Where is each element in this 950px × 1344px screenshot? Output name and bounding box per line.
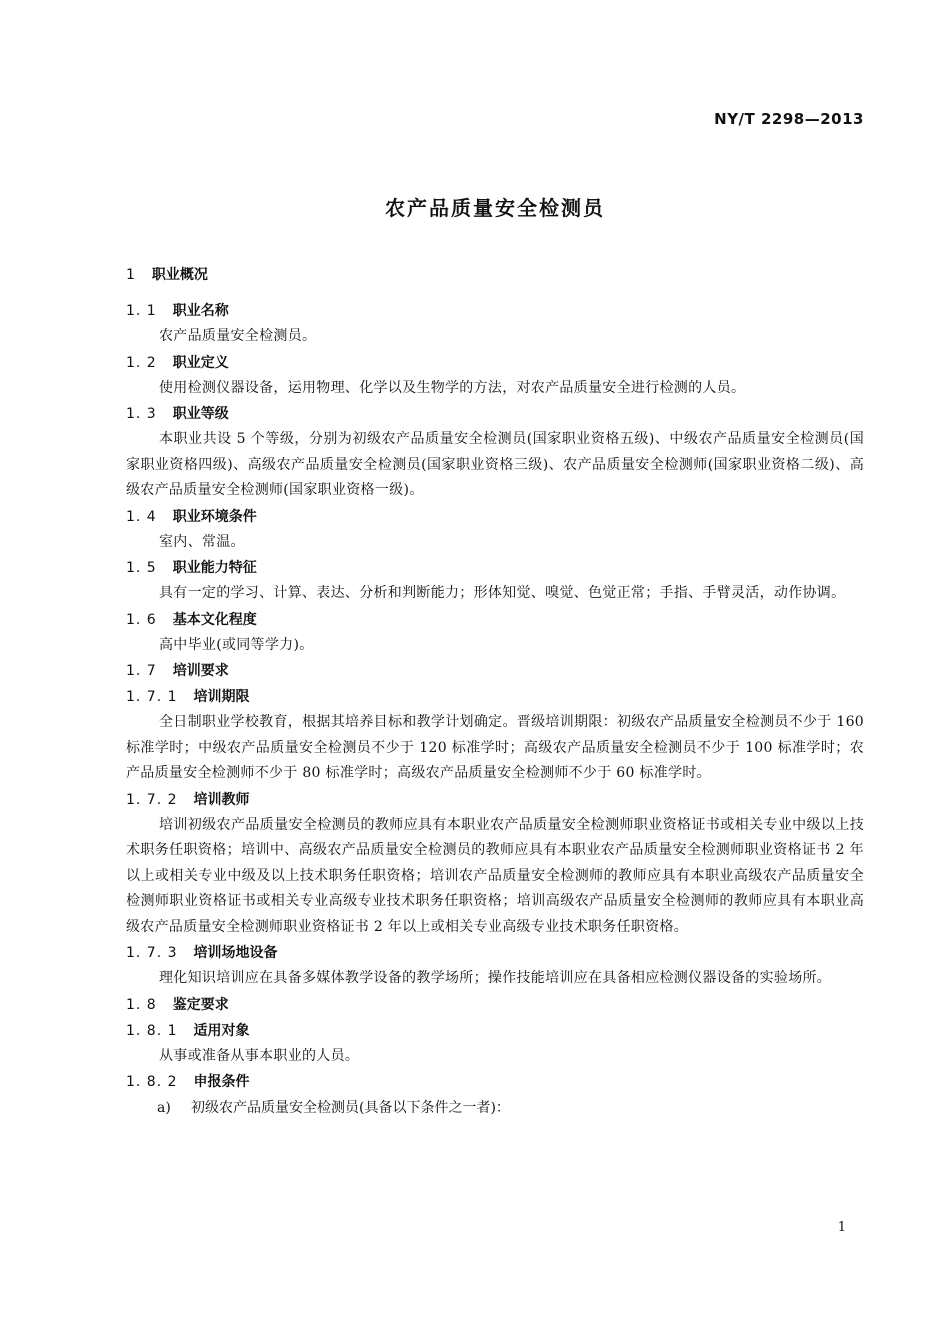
section-title: 职业概况 bbox=[151, 267, 208, 283]
section-number: 1. 3 bbox=[126, 406, 157, 422]
section-title: 适用对象 bbox=[193, 1022, 250, 1039]
section-heading bbox=[126, 607, 864, 633]
paragraph: 本职业共设 5 个等级，分别为初级农产品质量安全检测员(国家职业资格五级)、中级农产品质量安全检测员(国家职业资格四级)、高级农产品质量安全检测员(国家职业资格三级)、农产品质量安全检测师(国家职业资格二级)、高级农产品质量安全检测师(国家职业资格一级)。 bbox=[126, 431, 864, 498]
paragraph: 从事或准备从事本职业的人员。 bbox=[159, 1047, 360, 1064]
section-title: 职业等级 bbox=[172, 406, 229, 422]
section-title: 基本文化程度 bbox=[172, 611, 257, 628]
subsection-heading bbox=[126, 1069, 864, 1095]
subsection-heading bbox=[126, 1018, 864, 1044]
paragraph: 全日制职业学校教育，根据其培养目标和教学计划确定。晋级培训期限：初级农产品质量安全检测员不少于 160 标准学时；中级农产品质量安全检测员不少于 120 标准学时；高级农产品质量安全检测员不少于 100 标准学时；农产品质量安全检测师不少于 80 标准学时；高级农产品质量安全检测师不少于 60 标准学时。 bbox=[126, 714, 864, 781]
section-title: 培训场地设备 bbox=[193, 945, 278, 961]
section-heading bbox=[126, 504, 864, 530]
subsection-heading bbox=[126, 940, 864, 966]
section-heading bbox=[126, 262, 864, 288]
section-number: 1. 8. 1 bbox=[126, 1022, 178, 1039]
section-title: 职业名称 bbox=[172, 303, 229, 319]
section-title: 培训期限 bbox=[193, 689, 250, 705]
section-number: 1. 6 bbox=[126, 611, 157, 628]
paragraph: 室内、常温。 bbox=[159, 533, 245, 550]
document-title: 农产品质量安全检测员 bbox=[385, 196, 605, 220]
subsection-heading bbox=[126, 787, 864, 813]
subsection-heading bbox=[126, 684, 864, 710]
paragraph: 理化知识培训应在具备多媒体教学设备的教学场所；操作技能培训应在具备相应检测仪器设备的实验场所。 bbox=[159, 970, 832, 986]
section-number: 1. 7. 1 bbox=[126, 689, 178, 705]
section-number: 1. 7. 2 bbox=[126, 791, 178, 808]
paragraph: 使用检测仪器设备，运用物理、化学以及生物学的方法，对农产品质量安全进行检测的人员。 bbox=[159, 379, 746, 396]
list-item bbox=[126, 1095, 864, 1121]
document-body bbox=[126, 262, 864, 1121]
section-title: 职业定义 bbox=[172, 354, 229, 371]
list-marker: a) bbox=[157, 1100, 171, 1116]
page-number: 1 bbox=[837, 1220, 846, 1235]
list-item-text: 初级农产品质量安全检测员(具备以下条件之一者)： bbox=[191, 1100, 510, 1116]
paragraph: 具有一定的学习、计算、表达、分析和判断能力；形体知觉、嗅觉、色觉正常；手指、手臂灵活，动作协调。 bbox=[159, 585, 846, 601]
section-heading bbox=[126, 298, 864, 324]
section-number: 1. 1 bbox=[126, 303, 157, 319]
paragraph: 培训初级农产品质量安全检测员的教师应具有本职业农产品质量安全检测师职业资格证书或相关专业中级以上技术职务任职资格；培训中、高级农产品质量安全检测员的教师应具有本职业农产品质量安全检测师职业资格证书 2 年以上或相关专业中级及以上技术职务任职资格；培训农产品质量安全检测师的教师应具有本职业高级农产品质量安全检测师职业资格证书或相关专业高级专业技术职务任职资格；培训高级农产品质量安全检测师的教师应具有本职业高级农产品质量安全检测师职业资格证书 2 年以上或相关专业高级专业技术职务任职资格。 bbox=[126, 816, 864, 935]
paragraph: 农产品质量安全检测员。 bbox=[159, 328, 317, 344]
section-title: 培训教师 bbox=[193, 791, 250, 808]
section-title: 鉴定要求 bbox=[172, 996, 229, 1013]
section-number: 1. 4 bbox=[126, 508, 157, 525]
section-number: 1. 5 bbox=[126, 560, 157, 576]
section-title: 培训要求 bbox=[172, 663, 229, 679]
section-heading bbox=[126, 658, 864, 684]
section-heading bbox=[126, 350, 864, 376]
section-number: 1. 2 bbox=[126, 354, 157, 371]
standard-code: NY/T 2298—2013 bbox=[714, 110, 864, 128]
section-heading bbox=[126, 992, 864, 1018]
section-number: 1. 7. 3 bbox=[126, 945, 178, 961]
section-heading bbox=[126, 401, 864, 427]
section-number: 1. 7 bbox=[126, 663, 157, 679]
section-title: 职业能力特征 bbox=[172, 560, 257, 576]
section-number: 1 bbox=[126, 267, 136, 283]
section-number: 1. 8. 2 bbox=[126, 1074, 178, 1090]
section-heading bbox=[126, 555, 864, 581]
section-title: 职业环境条件 bbox=[172, 508, 257, 525]
section-number: 1. 8 bbox=[126, 996, 157, 1013]
paragraph: 高中毕业(或同等学力)。 bbox=[159, 636, 314, 653]
section-title: 申报条件 bbox=[193, 1074, 250, 1090]
